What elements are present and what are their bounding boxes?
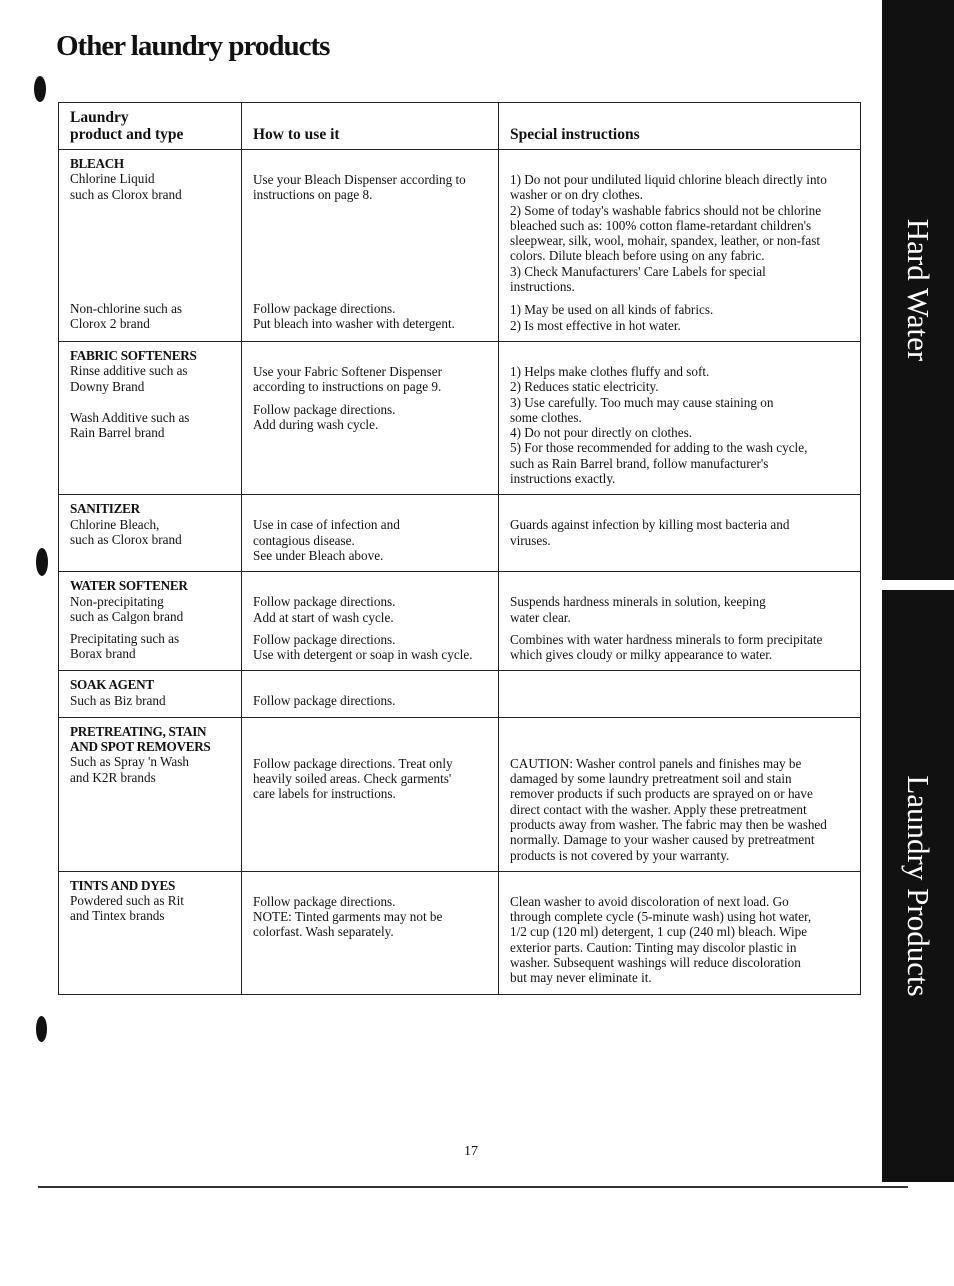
product-cell xyxy=(59,341,242,494)
product-type: Such as Spray 'n Wash and K2R brands xyxy=(70,754,190,785)
usage-cell xyxy=(242,671,499,717)
instructions-cell xyxy=(499,495,861,572)
usage-cell xyxy=(242,572,499,671)
table-row xyxy=(59,150,861,342)
header-how-to-use: How to use it xyxy=(242,103,499,150)
table-row xyxy=(59,717,861,871)
side-tab-label: Laundry Products xyxy=(901,775,936,997)
usage-cell xyxy=(242,717,499,871)
product-cell xyxy=(59,671,242,717)
product-category: TINTS AND DYES xyxy=(70,877,175,893)
product-cell xyxy=(59,150,242,342)
product-cell xyxy=(59,871,242,994)
instructions-text: Clean washer to avoid discoloration of next load. Go through complete cycle (5-minute wash) using hot water, 1/2 cup (120 ml) detergent, 1 cup (240 ml) bleach. Wipe exterior parts. Caution: Tinting may discolor plastic in washer. Subsequent washings will reduce discoloration but may never eliminate it. xyxy=(510,893,812,986)
usage-text: Follow package directions. NOTE: Tinted garments may not be colorfast. Wash separately. xyxy=(253,893,443,940)
instructions-cell xyxy=(499,871,861,994)
header-product-type: Laundry product and type xyxy=(59,103,242,150)
instructions-text: CAUTION: Washer control panels and finishes may be damaged by some laundry pretreatment soil and stain remover products if such products are sprayed on or have direct contact with the washer. Apply these pretreatment products away from washer. The fabric may then be washed normally. Damage to your washer caused by pretreatment products is not covered by your warranty. xyxy=(510,755,827,863)
side-tab-divider xyxy=(882,580,938,590)
product-category: FABRIC SOFTENERS xyxy=(70,347,197,363)
instructions-text: 1) Helps make clothes fluffy and soft. 2) Reduces static electricity. 3) Use carefully. Too much may cause staining on some clothes. 4) Do not pour directly on clothes. 5) For those recommended for adding to the wash cycle, such as Rain Barrel brand, follow manufacturer's instructions exactly. xyxy=(510,363,808,487)
product-category: WATER SOFTENER xyxy=(70,578,188,594)
usage-text: Follow package directions. Use with detergent or soap in wash cycle. xyxy=(253,631,473,663)
usage-text: Use your Fabric Softener Dispenser according to instructions on page 9. xyxy=(253,363,442,395)
usage-text: Follow package directions. Put bleach into washer with detergent. xyxy=(253,300,455,331)
instructions-text: Guards against infection by killing most bacteria and viruses. xyxy=(510,517,790,548)
usage-text: Follow package directions. Add at start of wash cycle. xyxy=(253,594,396,625)
usage-text: Follow package directions. xyxy=(253,693,396,709)
product-category: PRETREATING, STAIN AND SPOT REMOVERS xyxy=(70,723,211,755)
instructions-cell xyxy=(499,341,861,494)
product-type: Precipitating such as Borax brand xyxy=(70,631,180,662)
usage-cell xyxy=(242,871,499,994)
binding-hole-mark xyxy=(36,548,48,576)
product-cell xyxy=(59,717,242,871)
usage-cell xyxy=(242,150,499,342)
product-type: Rinse additive such as Downy Brand xyxy=(70,363,188,394)
instructions-cell xyxy=(499,150,861,342)
instructions-text: Combines with water hardness minerals to form precipitate which gives cloudy or milky appearance to water. xyxy=(510,631,823,663)
table-row xyxy=(59,871,861,994)
laundry-products-table xyxy=(58,102,861,995)
table-row xyxy=(59,495,861,572)
header-special-instructions: Special instructions xyxy=(499,103,861,150)
product-type: Chlorine Bleach, such as Clorox brand xyxy=(70,516,182,547)
product-type: Non-chlorine such as Clorox 2 brand xyxy=(70,300,183,332)
table-row xyxy=(59,341,861,494)
side-tab-laundry-products xyxy=(882,590,954,1182)
product-cell xyxy=(59,495,242,572)
usage-cell xyxy=(242,341,499,494)
product-cell xyxy=(59,572,242,671)
product-type: Such as Biz brand xyxy=(70,692,166,708)
product-category: SANITIZER xyxy=(70,501,140,517)
instructions-cell xyxy=(499,572,861,671)
usage-text: Follow package directions. Add during wash cycle. xyxy=(253,401,396,432)
usage-cell xyxy=(242,495,499,572)
product-type: Chlorine Liquid such as Clorox brand xyxy=(70,171,182,202)
instructions-cell xyxy=(499,671,861,717)
instructions-text: 1) May be used on all kinds of fabrics. 2) Is most effective in hot water. xyxy=(510,302,714,333)
usage-text: Use in case of infection and contagious disease. See under Bleach above. xyxy=(253,517,400,563)
product-type: Powdered such as Rit and Tintex brands xyxy=(70,893,184,924)
instructions-cell xyxy=(499,717,861,871)
table-row xyxy=(59,671,861,717)
usage-text: Follow package directions. Treat only heavily soiled areas. Check garments' care labels for instructions. xyxy=(253,755,453,802)
table-header-row xyxy=(59,103,861,150)
product-category: SOAK AGENT xyxy=(70,677,154,693)
product-type: Wash Additive such as Rain Barrel brand xyxy=(70,409,190,441)
product-category: BLEACH xyxy=(70,156,124,171)
bottom-rule xyxy=(38,1186,908,1188)
side-tab-hard-water xyxy=(882,0,954,580)
binding-hole-mark xyxy=(36,1016,47,1042)
usage-text: Use your Bleach Dispenser according to instructions on page 8. xyxy=(253,172,466,203)
instructions-text: Suspends hardness minerals in solution, keeping water clear. xyxy=(510,594,766,625)
side-tab-label: Hard Water xyxy=(901,218,936,362)
table-row xyxy=(59,572,861,671)
page-number: 17 xyxy=(464,1144,478,1159)
page-title: Other laundry products xyxy=(56,30,330,62)
binding-hole-mark xyxy=(34,76,46,102)
instructions-text: 1) Do not pour undiluted liquid chlorine bleach directly into washer or on dry clothes. 2) Some of today's washable fabrics should not be chlorine bleached such as: 100% cotton flame-retardant children's sleepwear, silk, wool, mohair, spandex, leather, or non-fast colors. Dilute bleach before using on any fabric. 3) Check Manufacturers' Care Labels for special instructions. xyxy=(510,172,827,295)
product-type: Non-precipitating such as Calgon brand xyxy=(70,593,184,624)
